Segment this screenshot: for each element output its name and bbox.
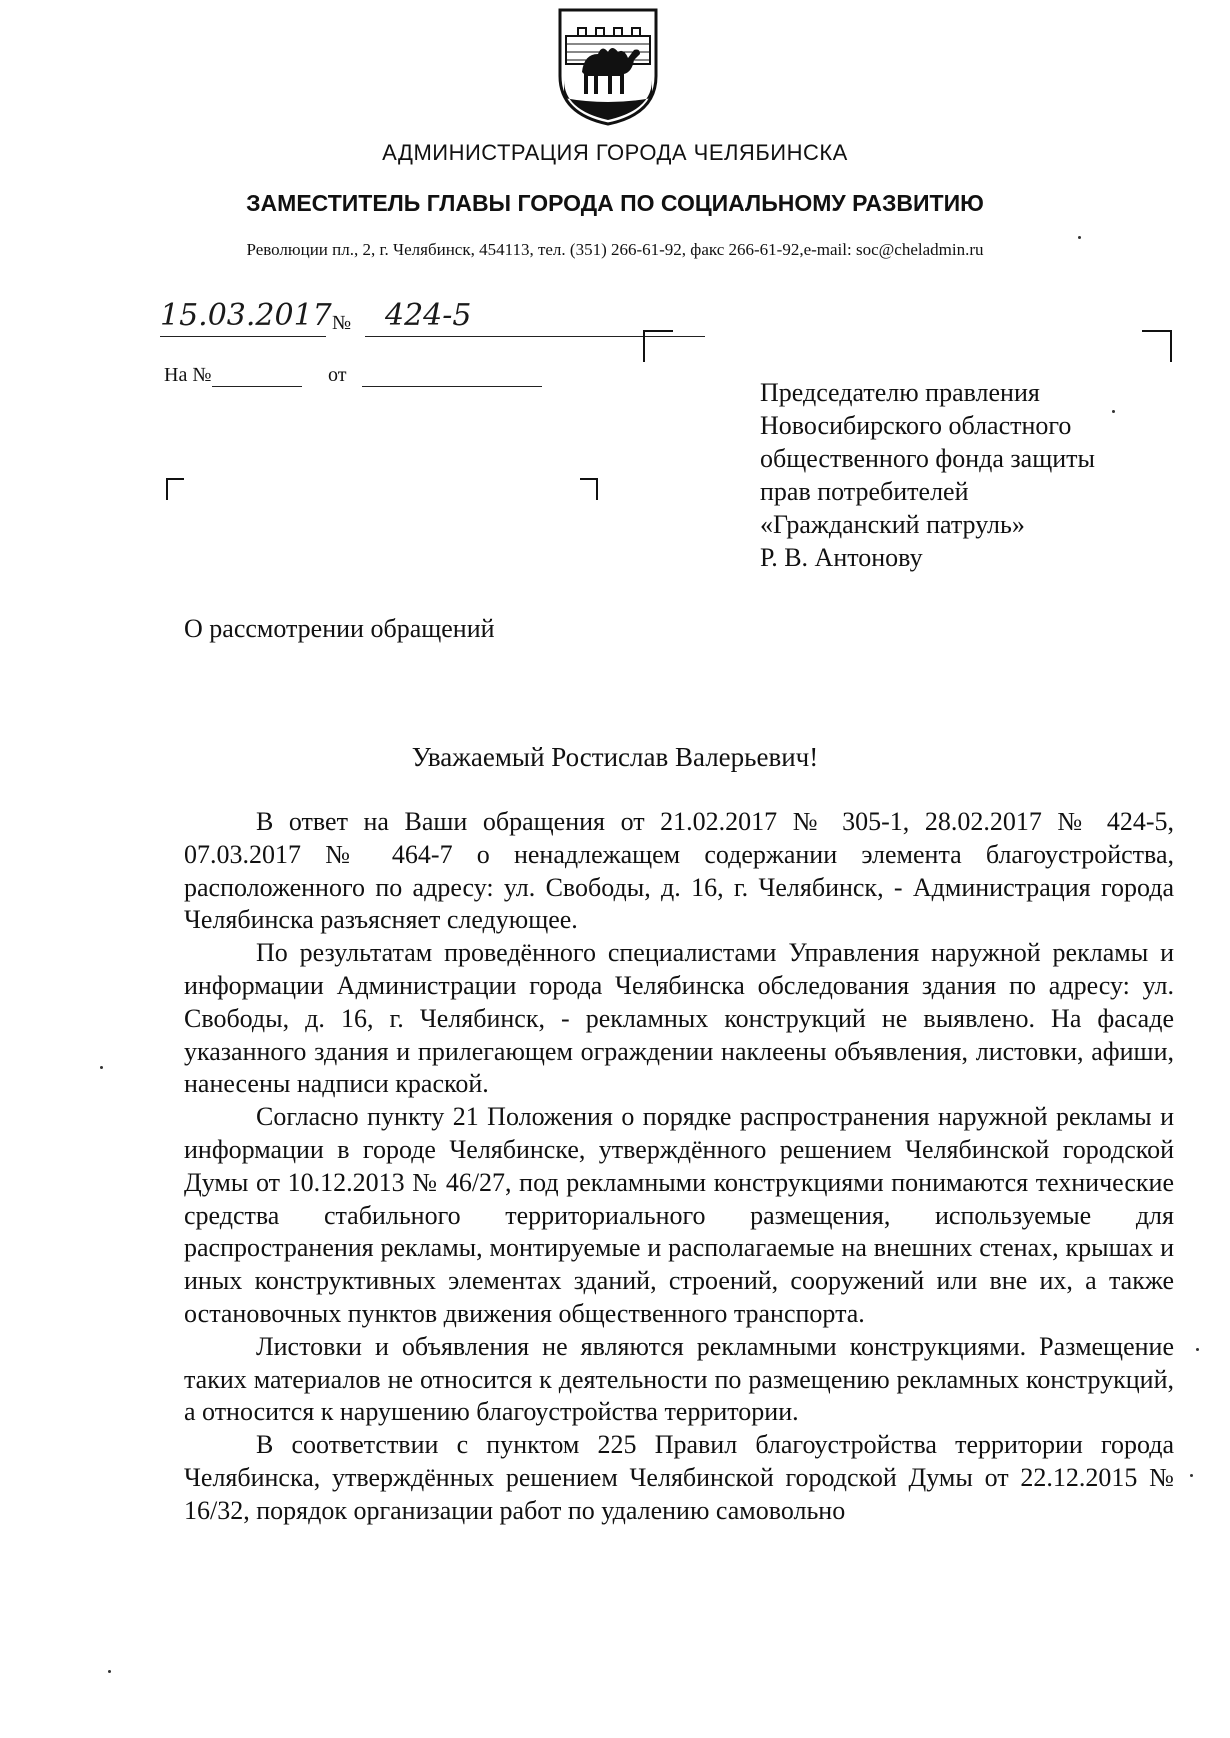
scan-speck — [108, 1670, 111, 1673]
body-paragraph: В соответствии с пунктом 225 Правил благоустройства территории города Челябинска, утверждённых решением Челябинской городской Думы от 22.12.2015 № 16/32, порядок организации работ по удалению самовольно — [184, 1430, 1174, 1525]
recipient-corner-top-left — [643, 330, 673, 362]
scan-speck — [1190, 1474, 1193, 1477]
reference-row — [164, 364, 564, 394]
reference-date-line — [362, 386, 542, 387]
body-paragraph: По результатам проведённого специалистами Управления наружной рекламы и информации Администрации города Челябинска обследования здания по адресу: ул. Свободы, д. 16, г. Челябинск, - рекламных конструкций не выявлено. На фасаде указанного здания и прилегающем ограждении наклеены объявления, листовки, афиши, нанесены надписи краской. — [184, 938, 1174, 1099]
scan-speck — [100, 1066, 103, 1069]
number-label: № — [332, 312, 352, 334]
body-paragraph: Листовки и объявления не являются рекламными конструкциями. Размещение таких материалов не относится к деятельности по размещению рекламных конструкций, а относится к нарушению благоустройства территории. — [184, 1331, 1174, 1427]
date-underline — [160, 336, 326, 337]
subject-line: О рассмотрении обращений — [184, 614, 495, 643]
reference-number-line — [212, 386, 302, 387]
letter-body — [184, 806, 1174, 1528]
organization-title: АДМИНИСТРАЦИЯ ГОРОДА ЧЕЛЯБИНСКА — [382, 140, 848, 165]
chelyabinsk-coat-of-arms-icon — [556, 6, 660, 126]
scan-speck — [1112, 410, 1115, 413]
handwritten-number: 424-5 — [385, 298, 472, 333]
greeting: Уважаемый Ростислав Валерьевич! — [411, 742, 819, 772]
recipient-line: общественного фонда защиты — [760, 444, 1095, 473]
body-paragraph: Согласно пункту 21 Положения о порядке распространения наружной рекламы и информации в городе Челябинске, утверждённого решением Челябинской городской Думы от 10.12.2013 № 46/27, под рекламными конструкциями понимаются технические средства стабильного территориального размещения, используемые для распространения рекламы, монтируемые и располагаемые на внешних стенах, крышах и иных конструктивных элементах зданий, строений, сооружений или вне их, а также остановочных пунктов движения общественного транспорта. — [184, 1102, 1174, 1328]
scan-speck — [1196, 1348, 1199, 1351]
recipient-line: «Гражданский патруль» — [760, 510, 1025, 539]
reference-number-label: На № — [164, 364, 212, 386]
scan-speck — [1078, 236, 1081, 239]
recipient-line: прав потребителей — [760, 477, 969, 506]
position-title: ЗАМЕСТИТЕЛЬ ГЛАВЫ ГОРОДА ПО СОЦИАЛЬНОМУ РАЗВИТИЮ — [246, 190, 984, 216]
recipient-corner-top-right — [1142, 330, 1172, 362]
recipient-line: Председателю правления — [760, 378, 1040, 407]
handwritten-date: 15.03.2017 — [160, 298, 332, 333]
body-paragraph: В ответ на Ваши обращения от 21.02.2017 № 305-1, 28.02.2017 № 424-5, 07.03.2017 № 464-7 о ненадлежащем содержании элемента благоустройства, расположенного по адресу: ул. Свободы, д. 16, г. Челябинск, - Администрация города Челябинска разъясняет следующее. — [184, 807, 1174, 935]
subject-corner-top-left — [166, 478, 184, 500]
contact-address: Революции пл., 2, г. Челябинск, 454113, тел. (351) 266-61-92, факс 266-61-92,e-mail: soc@cheladmin.ru — [246, 240, 984, 259]
recipient-line: Новосибирского областного — [760, 411, 1072, 440]
recipient-line: Р. В. Антонову — [760, 543, 923, 572]
registration-row — [160, 298, 550, 346]
reference-from-label: от — [328, 364, 347, 386]
subject-corner-top-right — [580, 478, 598, 500]
recipient-block — [760, 376, 1095, 574]
